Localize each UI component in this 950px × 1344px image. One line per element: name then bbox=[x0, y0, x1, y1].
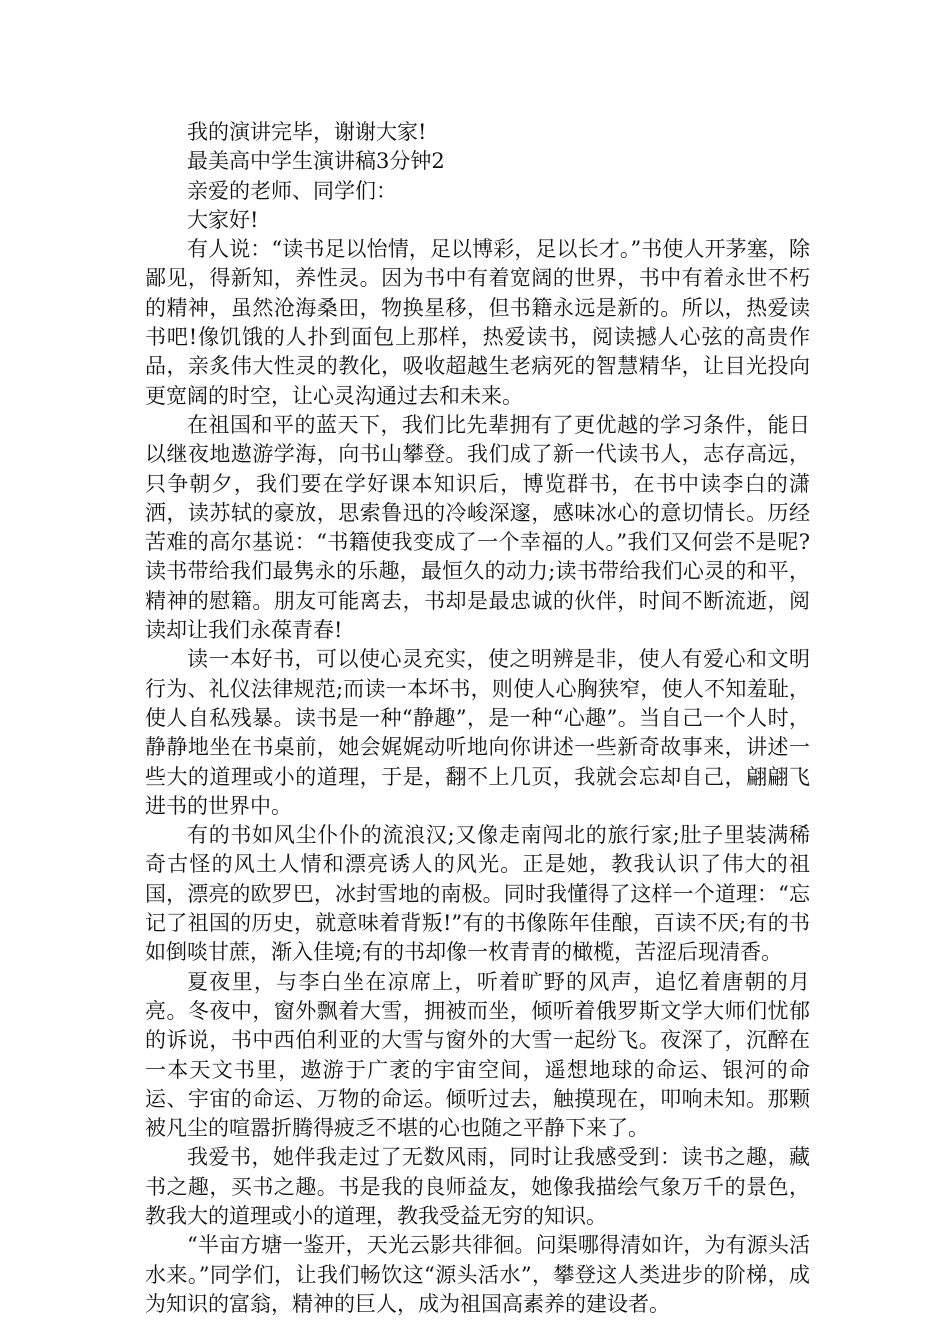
paragraph: 夏夜里，与李白坐在凉席上，听着旷野的风声，追忆着唐朝的月亮。冬夜中，窗外飘着大雪，拥被而坐，倾听着俄罗斯文学大师们忧郁的诉说，书中西伯利亚的大雪与窗外的大雪一起纷飞。夜深了，沉醉在一本天文书里，遨游于广袤的宇宙空间，遥想地球的命运、银河的命运、宇宙的命运、万物的命运。倾听过去，触摸现在，叩响未知。那颗被凡尘的喧嚣折腾得疲乏不堪的心也随之平静下来了。 bbox=[145, 969, 810, 1141]
paragraph: 我爱书，她伴我走过了无数风雨，同时让我感受到：读书之趣，藏书之趣，买书之趣。书是我的良师益友，她像我描绘气象万千的景色，教我大的道理或小的道理，教我受益无穷的知识。 bbox=[145, 1145, 810, 1228]
paragraph: 读一本好书，可以使心灵充实，使之明辨是非，使人有爱心和文明行为、礼仪法律规范;而读一本坏书，则使人心胸狭窄，使人不知羞耻，使人自私残暴。读书是一种“静趣”，是一种“心趣”。当自己一个人时，静静地坐在书桌前，她会娓娓动听地向你讲述一些新奇故事来，讲述一些大的道理或小的道理，于是，翻不上几页，我就会忘却自己，翩翩飞进书的世界中。 bbox=[145, 647, 810, 818]
paragraph: 有的书如风尘仆仆的流浪汉;又像走南闯北的旅行家;肚子里装满稀奇古怪的风土人情和漂亮诱人的风光。正是她，教我认识了伟大的祖国，漂亮的欧罗巴，冰封雪地的南极。同时我懂得了这样一个道理：“忘记了祖国的历史，就意味着背叛!”有的书像陈年佳酿，百读不厌;有的书如倒啖甘蔗，渐入佳境;有的书却像一枚青青的橄榄，苦涩后现清香。 bbox=[145, 823, 810, 965]
greeting: 大家好! bbox=[187, 207, 259, 232]
speech-title: 最美高中学生演讲稿3分钟2 bbox=[187, 149, 445, 174]
paragraph: 在祖国和平的蓝天下，我们比先辈拥有了更优越的学习条件，能日以继夜地遨游学海，向书山攀登。我们成了新一代读书人，志存高远，只争朝夕，我们要在学好课本知识后，博览群书，在书中读李白的潇洒，读苏轼的豪放，思索鲁迅的冷峻深邃，感味冰心的意切情长。历经苦难的高尔基说：“书籍使我变成了一个幸福的人。”我们又何尝不是呢?读书带给我们最隽永的乐趣，最恒久的动力;读书带给我们心灵的和平，精神的慰籍。朋友可能离去，书却是最忠诚的伙伴，时间不断流逝，阅读却让我们永葆青春! bbox=[145, 412, 810, 643]
salutation: 亲爱的老师、同学们： bbox=[187, 178, 397, 203]
closing-line: 我的演讲完毕，谢谢大家! bbox=[187, 120, 427, 144]
paragraph: “半亩方塘一鉴开，天光云影共徘徊。问渠哪得清如许，为有源头活水来。”同学们，让我们畅饮这“源头活水”，攀登这人类进步的阶梯，成为知识的富翁，精神的巨人，成为祖国高素养的建设者。 bbox=[145, 1233, 810, 1316]
paragraph: 有人说：“读书足以怡情，足以博彩，足以长才。”书使人开茅塞，除鄙见，得新知，养性灵。因为书中有着宽阔的世界，书中有着永世不朽的精神，虽然沧海桑田，物换星移，但书籍永远是新的。所以，热爱读书吧!像饥饿的人扑到面包上那样，热爱读书，阅读撼人心弦的高贵作品，亲炙伟大性灵的教化，吸收超越生老病死的智慧精华，让目光投向更宽阔的时空，让心灵沟通过去和未来。 bbox=[145, 237, 810, 408]
document-body bbox=[145, 118, 810, 1319]
